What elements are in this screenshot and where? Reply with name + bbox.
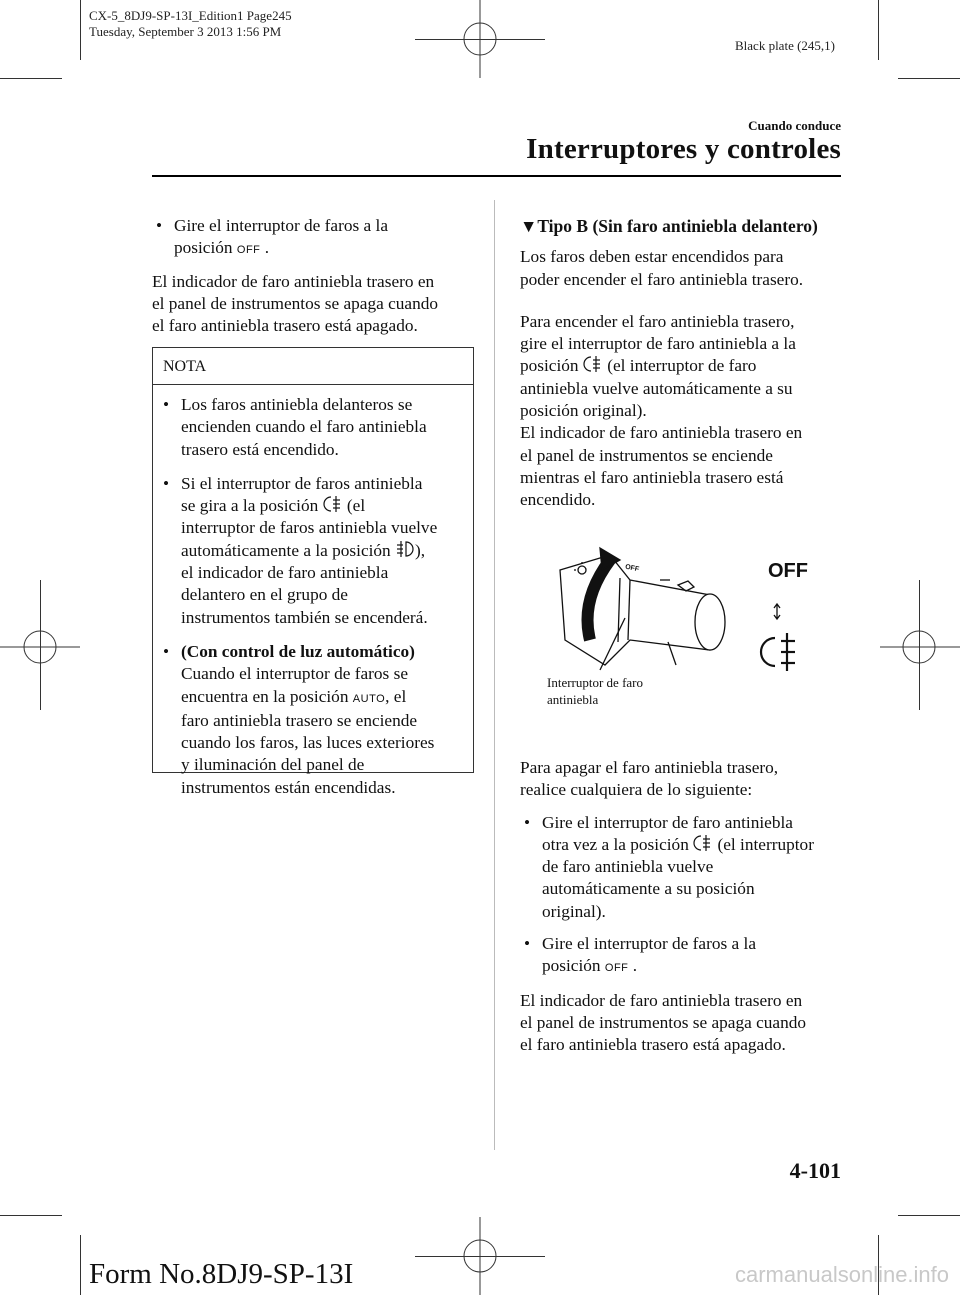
bullet-turn-off-right: • Gire el interruptor de faros a la posición OFF .: [524, 934, 756, 976]
section-subtitle: Cuando conduce: [748, 118, 841, 133]
bullet-turn-again: • Gire el interruptor de faro antiniebla otra vez a la posición (el interruptor de faro antiniebla vuelve automáticamente a su posición original).: [524, 812, 814, 921]
header-rule: [152, 175, 841, 177]
file-info: [89, 8, 292, 40]
rear-fog-icon: [583, 355, 603, 373]
note-item-2: • Si el interruptor de faros antiniebla se gira a la posición (el interruptor de faros antiniebla vuelve automáticamente a la posición ), el indicador de faro antiniebla delantero en el grupo de instrumentos también se encenderá.: [163, 473, 438, 627]
stalk-off-mark: OFF: [624, 563, 640, 574]
bullet-turn-off: [152, 215, 472, 262]
auto-symbol: AUTO: [352, 692, 386, 705]
page-number: 4-101: [789, 1158, 841, 1183]
rear-fog-icon: [323, 495, 343, 513]
figure-callout: Interruptor de faro antiniebla: [547, 675, 644, 707]
file-line-1: CX-5_8DJ9-SP-13I_Edition1 Page245: [89, 8, 292, 23]
off-symbol: OFF: [236, 244, 261, 257]
figure-off-label: OFF: [768, 560, 808, 582]
right-paragraph-4: El indicador de faro antiniebla trasero en el panel de instrumentos se apaga cuando el faro antiniebla trasero está apagado.: [520, 990, 807, 1055]
right-paragraph-3: Para apagar el faro antiniebla trasero, realice cualquiera de lo siguiente:: [520, 758, 779, 800]
bullet-text: Gire el interruptor de faros a la: [174, 216, 388, 235]
file-line-2: Tuesday, September 3 2013 1:56 PM: [89, 24, 282, 39]
right-paragraph-2: Para encender el faro antiniebla trasero, gire el interruptor de faro antiniebla a la posición (el interruptor de faro antiniebla vuelve automáticamente a su posición original). El indicador de faro antiniebla trasero en el panel de instrumentos se enciende mientras el faro antiniebla trasero está encendido.: [520, 311, 803, 510]
off-symbol: OFF: [604, 962, 629, 975]
subsection-heading: ▼Tipo B (Sin faro antiniebla delantero): [520, 216, 818, 236]
front-fog-icon: [395, 540, 415, 558]
left-column: [152, 215, 472, 337]
right-paragraph-1: Los faros deben estar encendidos para poder encender el faro antiniebla trasero.: [520, 247, 804, 289]
note-item-1: • Los faros antiniebla delanteros se encienden cuando el faro antiniebla trasero está encendido.: [163, 395, 427, 459]
bullet-text-line2: posición OFF .: [174, 238, 270, 258]
fog-switch-figure: [520, 540, 840, 720]
right-column-bottom: [520, 757, 850, 1057]
note-item-3: • (Con control de luz automático) Cuando el interruptor de faros se encuentra en la posición AUTO, el faro antiniebla trasero se enciende cuando los faros, las luces exteriores y iluminación del panel de instrumentos están encendidas.: [163, 641, 435, 797]
section-title: Interruptores y controles: [526, 133, 841, 165]
note-box: [152, 347, 474, 797]
watermark: carmanualsonline.info: [735, 1262, 950, 1287]
plate-label: Black plate (245,1): [735, 38, 835, 53]
form-number: Form No.8DJ9-SP-13I: [89, 1258, 354, 1290]
right-column-top: [520, 215, 850, 512]
rear-fog-icon: [693, 834, 713, 852]
note-title: NOTA: [153, 348, 473, 385]
left-paragraph: El indicador de faro antiniebla trasero en el panel de instrumentos se apaga cuando el faro antiniebla trasero está apagado.: [152, 271, 439, 336]
bullet-dot: •: [156, 216, 163, 235]
